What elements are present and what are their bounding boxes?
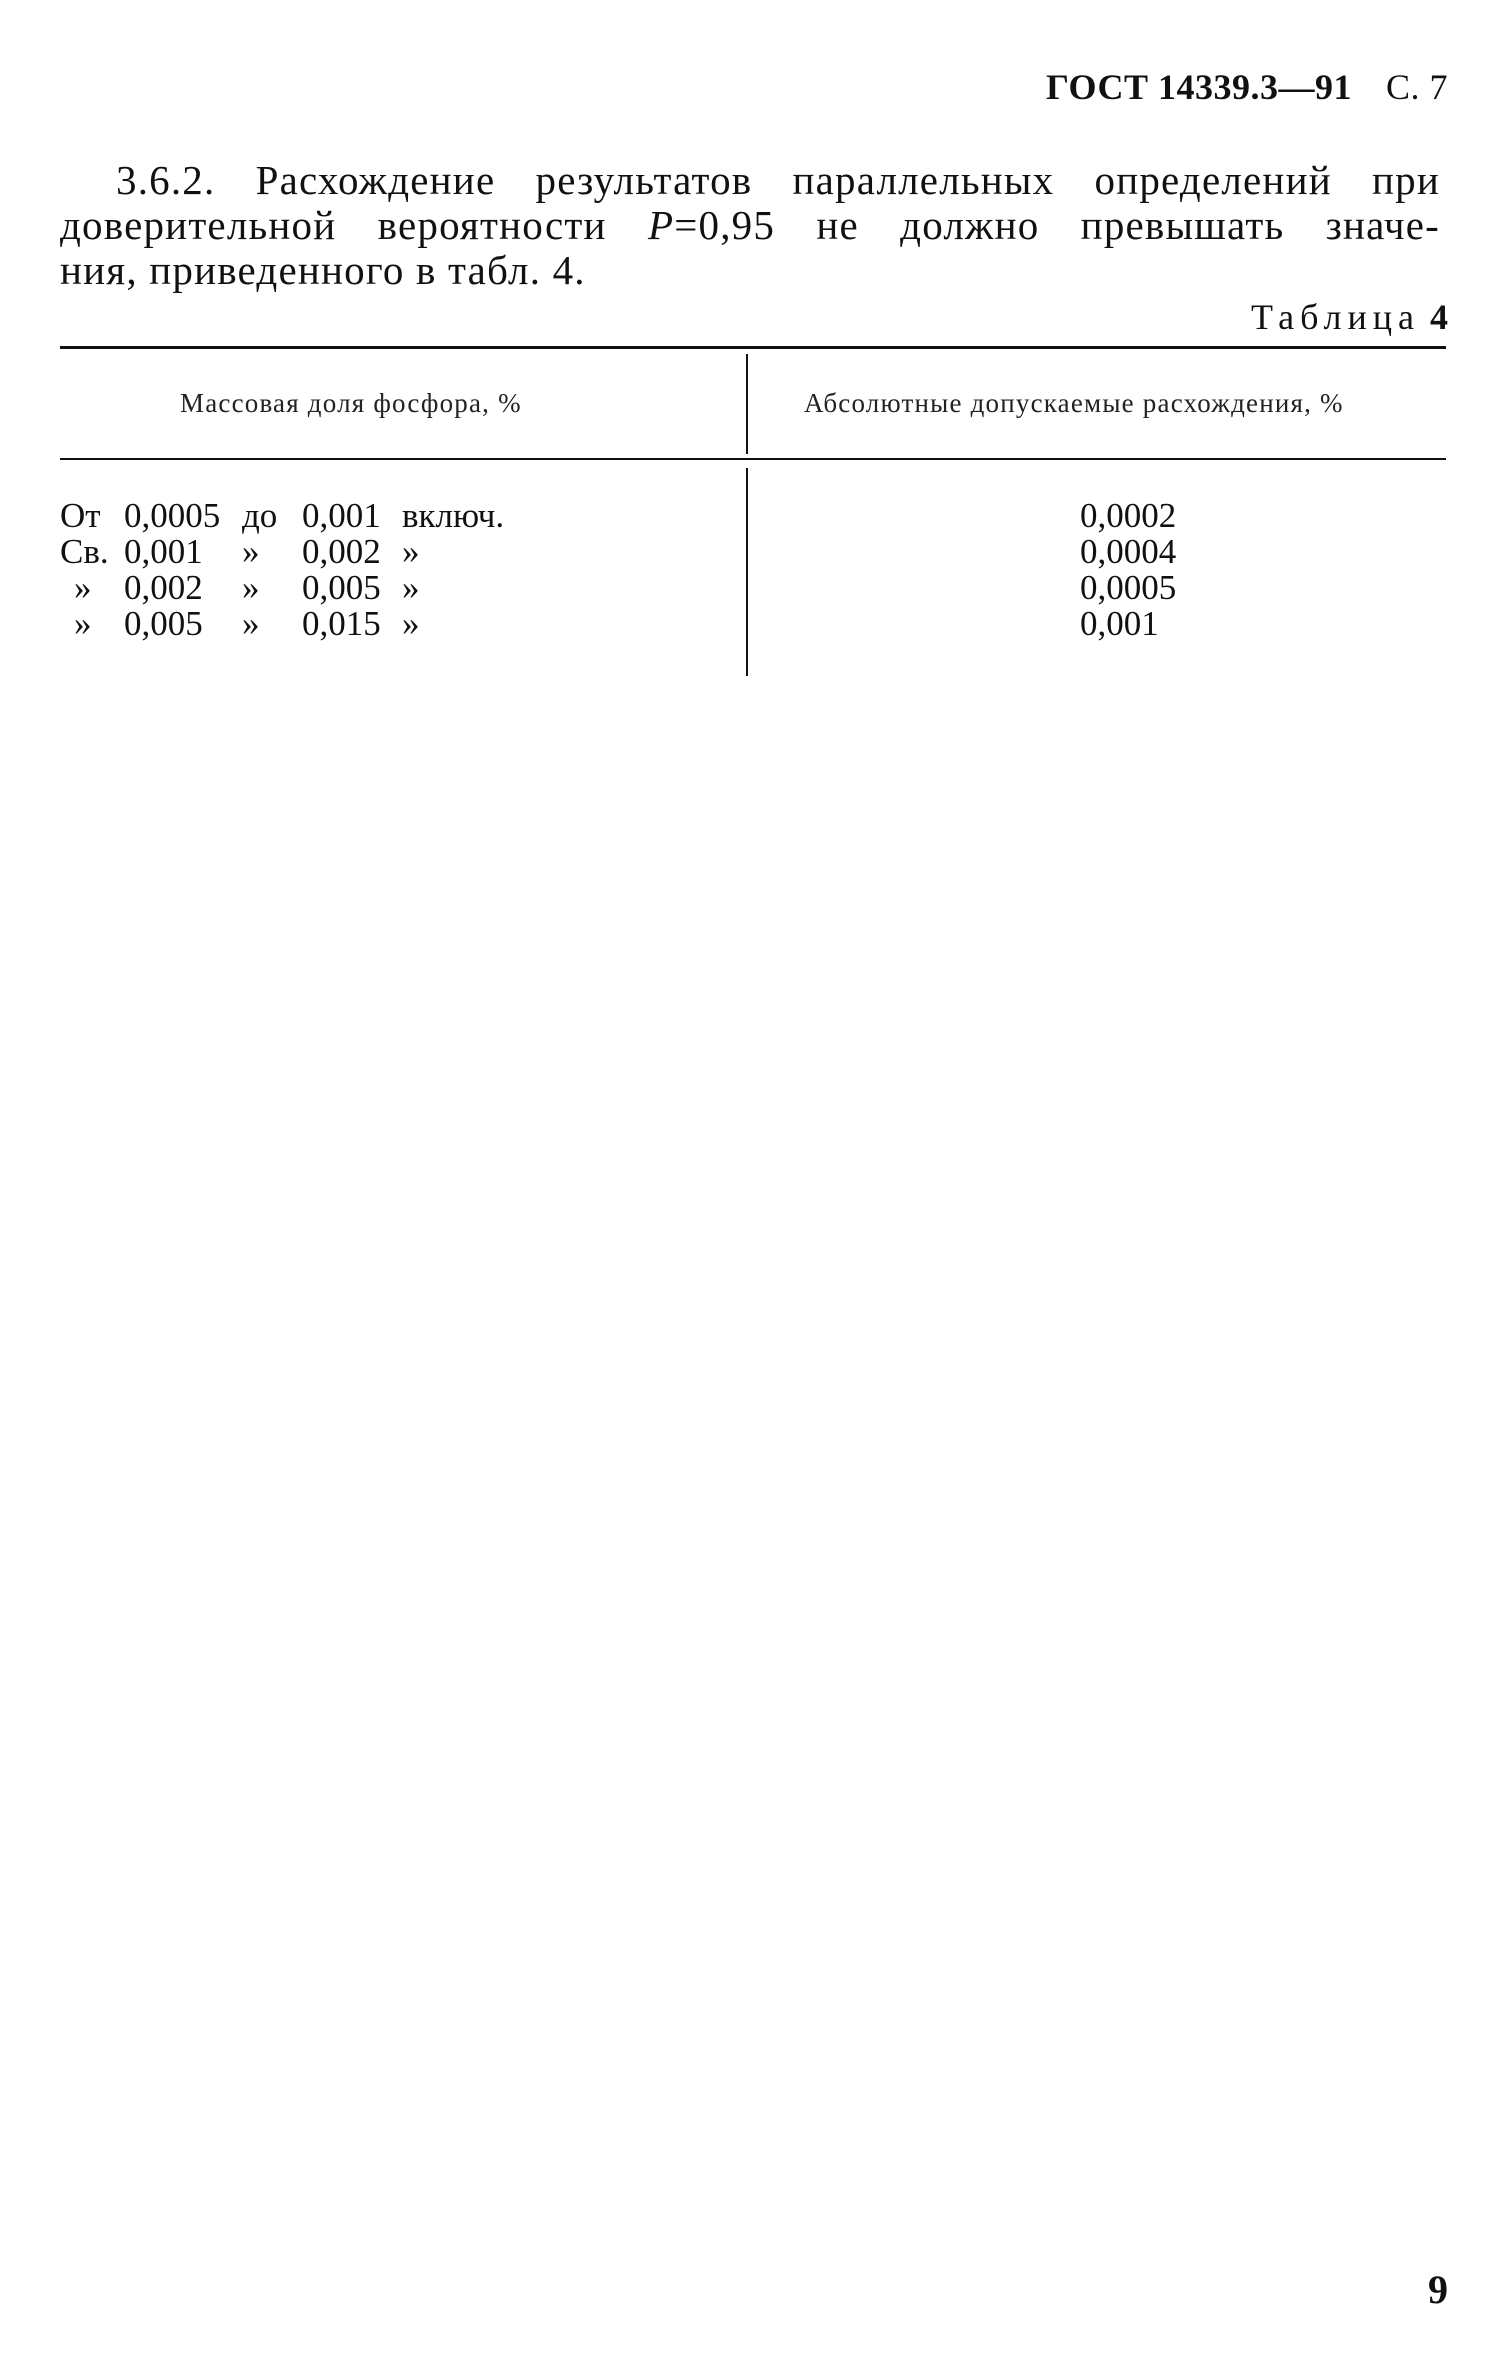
range-suffix: » <box>402 532 420 571</box>
paragraph-line-2-start: доверительной вероятности <box>60 202 648 248</box>
range-prefix: » <box>74 604 92 643</box>
table-caption <box>1251 296 1448 338</box>
range-to: 0,002 <box>302 532 381 571</box>
tolerance-value: 0,0004 <box>1080 532 1177 571</box>
document-code: ГОСТ 14339.3—91 <box>1046 67 1352 107</box>
table-top-rule <box>60 346 1446 349</box>
table-caption-label: Таблица <box>1251 297 1420 337</box>
tolerance-value: 0,0002 <box>1080 496 1177 535</box>
tolerance-value: 0,0005 <box>1080 568 1177 607</box>
range-prefix: » <box>74 568 92 607</box>
paragraph-line-2-end: =0,95 не должно превышать значе- <box>674 202 1440 248</box>
range-connector: » <box>242 532 260 571</box>
range-prefix: Св. <box>60 532 109 571</box>
page-reference: С. 7 <box>1385 67 1448 107</box>
table-header-mass-fraction: Массовая доля фосфора, % <box>180 388 522 418</box>
range-connector: до <box>242 496 278 535</box>
paragraph-line-3: ния, приведенного в табл. 4. <box>60 247 586 293</box>
range-from: 0,0005 <box>124 496 221 535</box>
range-suffix: » <box>402 604 420 643</box>
range-prefix: От <box>60 496 101 535</box>
range-suffix: включ. <box>402 496 505 535</box>
probability-variable: P <box>647 202 675 248</box>
table-header-divider <box>746 354 748 454</box>
range-from: 0,005 <box>124 604 203 643</box>
range-suffix: » <box>402 568 420 607</box>
tolerance-value: 0,001 <box>1080 604 1159 643</box>
paragraph-line-2 <box>60 203 1440 248</box>
table-column-tolerances <box>1080 498 1176 642</box>
range-connector: » <box>242 568 260 607</box>
table-body-divider <box>746 468 748 676</box>
paragraph-line-1: 3.6.2. Расхождение результатов параллельных определений при <box>116 157 1440 203</box>
table-header-tolerance: Абсолютные допускаемые расхождения, % <box>804 388 1344 418</box>
range-to: 0,001 <box>302 496 381 535</box>
range-from: 0,002 <box>124 568 203 607</box>
page-header <box>1046 66 1448 108</box>
range-to: 0,005 <box>302 568 381 607</box>
paragraph-3-6-2 <box>60 158 1440 293</box>
page-number: 9 <box>1428 2267 1448 2312</box>
range-from: 0,001 <box>124 532 203 571</box>
range-connector: » <box>242 604 260 643</box>
range-to: 0,015 <box>302 604 381 643</box>
table-caption-number: 4 <box>1430 297 1448 337</box>
table-header-rule <box>60 458 1446 460</box>
